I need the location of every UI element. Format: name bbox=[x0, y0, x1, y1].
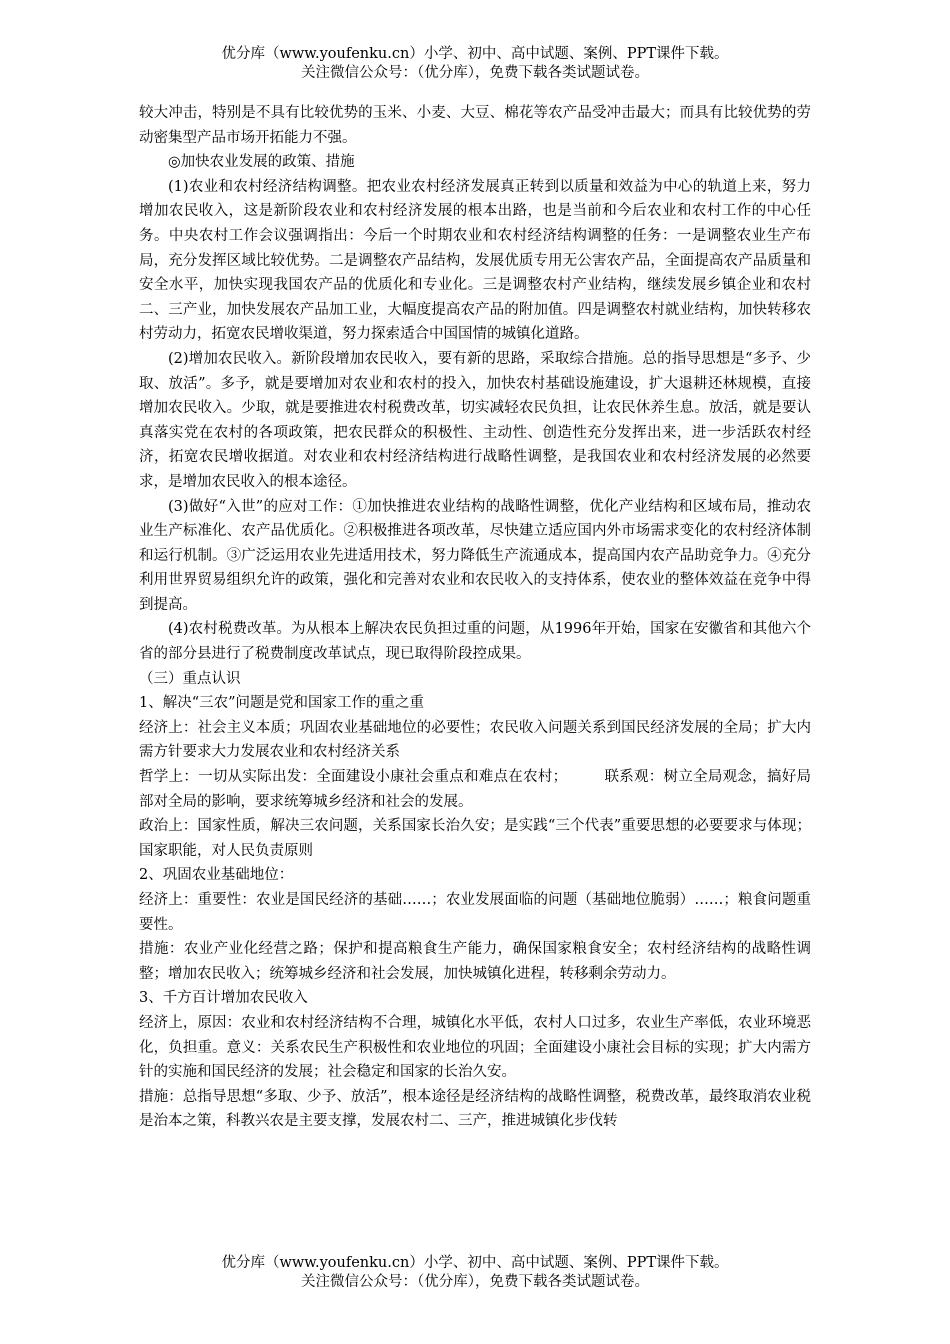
footer-line-2: 关注微信公众号：（优分库），免费下载各类试题试卷。 bbox=[301, 1274, 649, 1290]
paragraph: (3)做好“入世”的应对工作：①加快推进农业结构的战略性调整，优化产业结构和区域布局，推动农业生产标准化、农产品优质化。②积极推进各项改革，尽快建立适应国内外市场需求变化的农村经济体制和运行机制。③广泛运用农业先进适用技术，努力降低生产流通成本，提高国内农产品助竞争力。④充分利用世界贸易组织允许的政策，强化和完善对农业和农民收入的支持体系，使农业的整体效益在竞争中得到提高。 bbox=[139, 498, 811, 613]
paragraph: (1)农业和农村经济结构调整。把农业农村经济发展真正转到以质量和效益为中心的轨道上来，努力增加农民收入，这是新阶段农业和农村经济发展的根本出路，也是当前和今后农业和农村工作的中心任务。中央农村工作会议强调指出：今后一个时期农业和农村经济结构调整的任务：一是调整农业生产布局，充分发挥区域比较优势。二是调整农产品结构，发展优质专用无公害农产品，全面提高农产品质量和安全水平，加快实现我国农产品的优质化和专业化。三是调整农村产业结构，继续发展乡镇企业和农村二、三产业，加快发展农产品加工业，大幅度提高农产品的附加值。四是调整农村就业结构，加快转移农村劳动力，拓宽农民增收渠道，努力探索适合中国国情的城镇化道路。 bbox=[139, 178, 811, 343]
footer-line-1: 优分库（www.youfenku.cn）小学、初中、高中试题、案例、PPT课件下载。 bbox=[221, 1255, 729, 1271]
paragraph: 政治上：国家性质，解决三农问题，关系国家长治久安；是实践“三个代表”重要思想的必要要求与体现；国家职能，对人民负责原则 bbox=[139, 818, 811, 859]
subheading: 1、解决“三农”问题是党和国家工作的重之重 bbox=[139, 695, 425, 712]
paragraph: 经济上，原因：农业和农村经济结构不合理，城镇化水平低，农村人口过多，农业生产率低，农业环境恶化，负担重。意义：关系农民生产积极性和农业地位的巩固；全面建设小康社会目标的实现；扩大内需方针的实施和国民经济的发展；社会稳定和国家的长治久安。 bbox=[139, 1014, 811, 1081]
section-heading: ◎加快农业发展的政策、措施 bbox=[168, 154, 355, 171]
paragraph: 经济上：社会主义本质；巩固农业基础地位的必要性；农民收入问题关系到国民经济发展的全局；扩大内需方针要求大力发展农业和农村经济关系 bbox=[139, 719, 811, 761]
section-heading: （三）重点认识 bbox=[139, 670, 241, 687]
page-footer bbox=[0, 1254, 950, 1292]
paragraph: 哲学上：一切从实际出发：全面建设小康社会重点和难点在农村； 联系观：树立全局观念，搞好局部对全局的影响，要求统筹城乡经济和社会的发展。 bbox=[139, 769, 811, 810]
subheading: 3、千方百计增加农民收入 bbox=[139, 990, 308, 1007]
paragraph: 经济上：重要性：农业是国民经济的基础……；农业发展面临的问题（基础地位脆弱）……；粮食问题重要性。 bbox=[139, 892, 811, 933]
paragraph: (2)增加农民收入。新阶段增加农民收入，要有新的思路，采取综合措施。总的指导思想是“多予、少取、放活”。多予，就是要增加对农业和农村的投入，加快农村基础设施建设，扩大退耕还林规模，直接增加农民收入。少取，就是要推进农村税费改革，切实减轻农民负担，让农民休养生息。放活，就是要认真落实党在农村的各项政策，把农民群众的积极性、主动性、创造性充分发挥出来，进一步活跃农村经济，拓宽农民增收据道。对农业和农村经济结构进行战略性调整，是我国农业和农村经济发展的必然要求，是增加农民收入的根本途径。 bbox=[139, 350, 811, 490]
paragraph: 措施：总指导思想“多取、少予、放活”，根本途径是经济结构的战略性调整，税费改革，最终取消农业税是治本之策，科教兴农是主要支撑，发展农村二、三产，推进城镇化步伐转 bbox=[139, 1088, 811, 1130]
subheading: 2、巩固农业基础地位： bbox=[139, 867, 294, 884]
paragraph: 较大冲击，特别是不具有比较优势的玉米、小麦、大豆、棉花等农产品受冲击最大；而具有比较优势的劳动密集型产品市场开拓能力不强。 bbox=[139, 105, 811, 146]
paragraph: (4)农村税费改革。为从根本上解决农民负担过重的问题，从1996年开始，国家在安徽省和其他六个省的部分县进行了税费制度改革试点，现已取得阶段控成果。 bbox=[139, 621, 811, 663]
paragraph: 措施：农业产业化经营之路；保护和提高粮食生产能力，确保国家粮食安全；农村经济结构的战略性调整；增加农民收入；统筹城乡经济和社会发展，加快城镇化进程，转移剩余劳动力。 bbox=[139, 941, 811, 982]
document-body bbox=[139, 101, 811, 1134]
header-line-2: 关注微信公众号：（优分库），免费下载各类试题试卷。 bbox=[301, 65, 649, 81]
page-header bbox=[0, 45, 950, 83]
header-line-1: 优分库（www.youfenku.cn）小学、初中、高中试题、案例、PPT课件下载。 bbox=[221, 46, 729, 62]
